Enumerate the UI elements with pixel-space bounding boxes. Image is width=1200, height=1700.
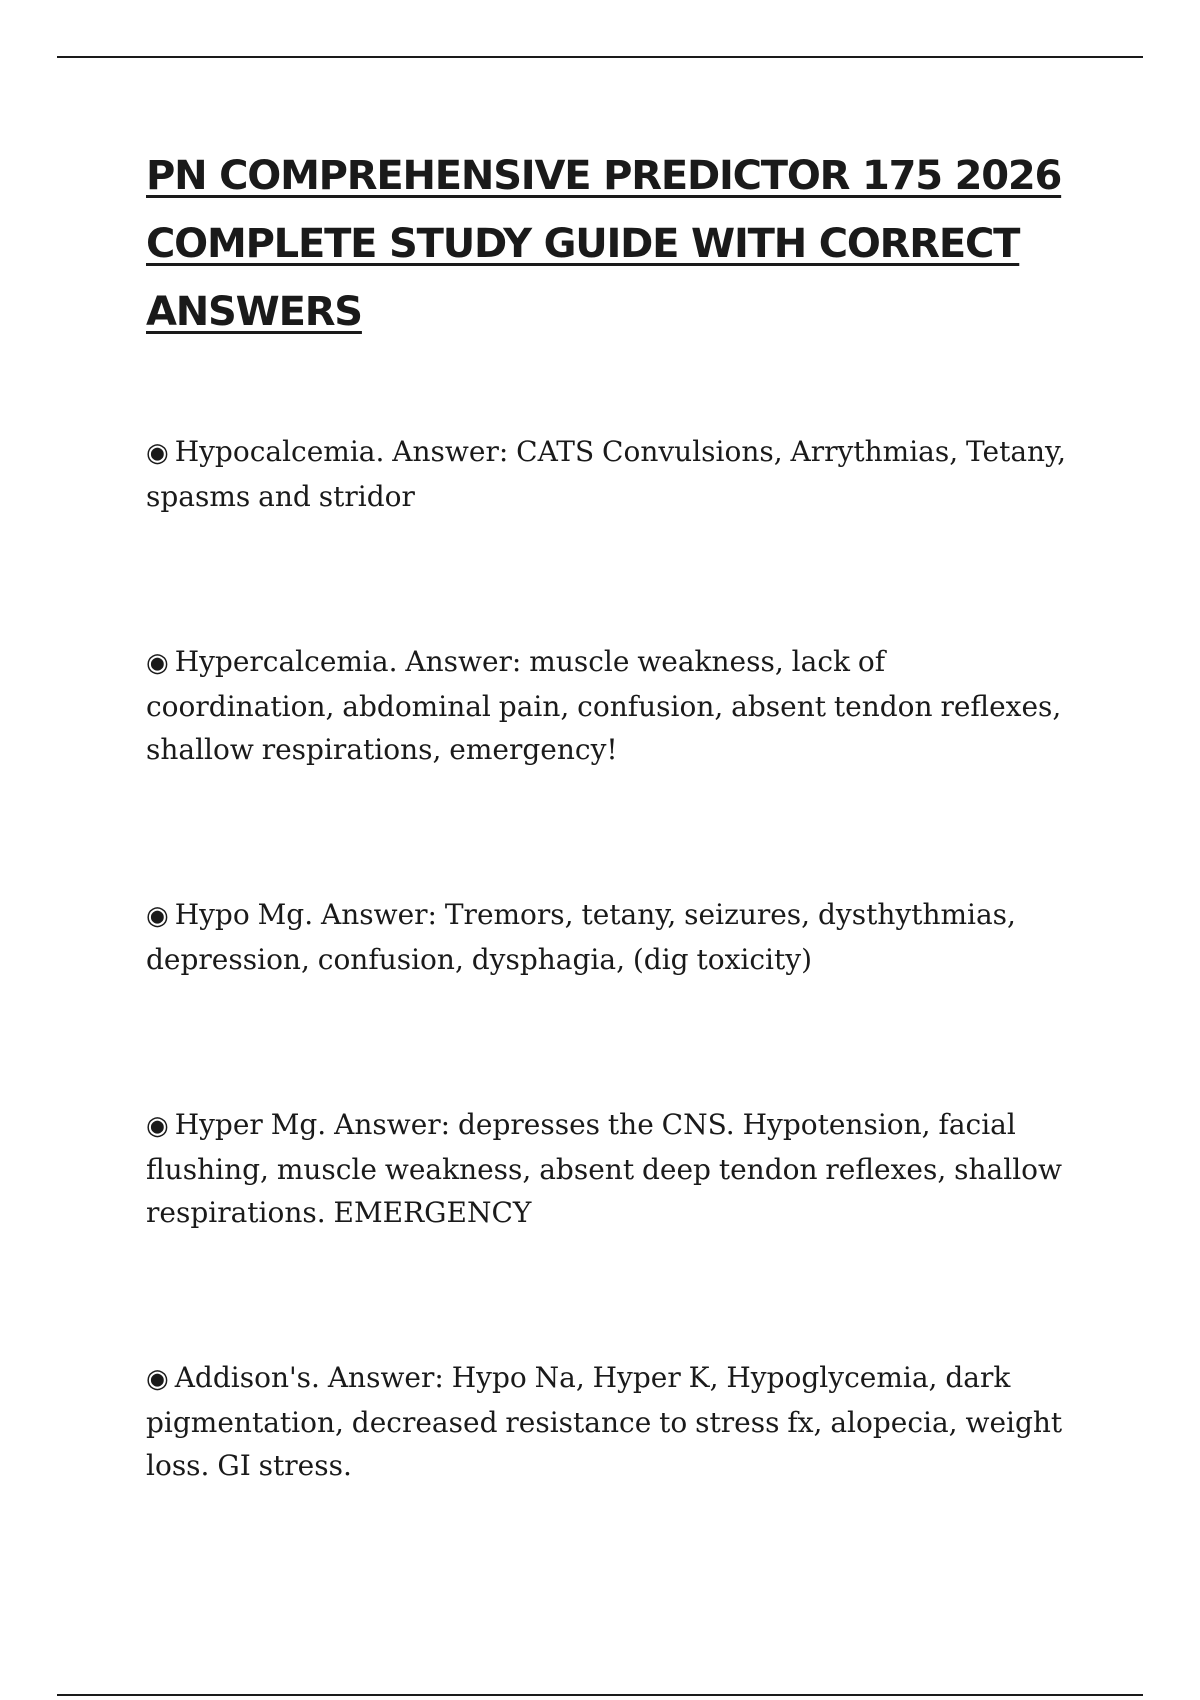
study-items-list	[146, 430, 1076, 1487]
item-text: Hypo Mg. Answer: Tremors, tetany, seizures, dysthythmias, depression, confusion, dysphagia, (dig toxicity)	[146, 898, 1016, 976]
radio-bullet-icon: ◉	[146, 901, 169, 931]
list-item	[146, 430, 1076, 518]
item-text: Hypercalcemia. Answer: muscle weakness, lack of coordination, abdominal pain, confusion, absent tendon reflexes, shallow respirations, emergency!	[146, 645, 1062, 766]
radio-bullet-icon: ◉	[146, 1364, 169, 1394]
document-body	[146, 142, 1076, 1609]
radio-bullet-icon: ◉	[146, 438, 169, 468]
list-item	[146, 893, 1076, 981]
item-text: Addison's. Answer: Hypo Na, Hyper K, Hypoglycemia, dark pigmentation, decreased resistance to stress fx, alopecia, weight loss. GI stress.	[146, 1361, 1063, 1482]
radio-bullet-icon: ◉	[146, 1111, 169, 1141]
list-item	[146, 1103, 1076, 1234]
item-text: Hypocalcemia. Answer: CATS Convulsions, Arrythmias, Tetany, spasms and stridor	[146, 435, 1067, 513]
radio-bullet-icon: ◉	[146, 648, 169, 678]
top-rule	[57, 56, 1143, 58]
document-title: PN COMPREHENSIVE PREDICTOR 175 2026 COMPLETE STUDY GUIDE WITH CORRECT ANSWERS	[146, 153, 1062, 335]
bottom-rule	[57, 1694, 1143, 1696]
item-text: Hyper Mg. Answer: depresses the CNS. Hypotension, facial flushing, muscle weakness, absent deep tendon reflexes, shallow respirations. EMERGENCY	[146, 1108, 1062, 1229]
list-item	[146, 640, 1076, 771]
list-item	[146, 1356, 1076, 1487]
